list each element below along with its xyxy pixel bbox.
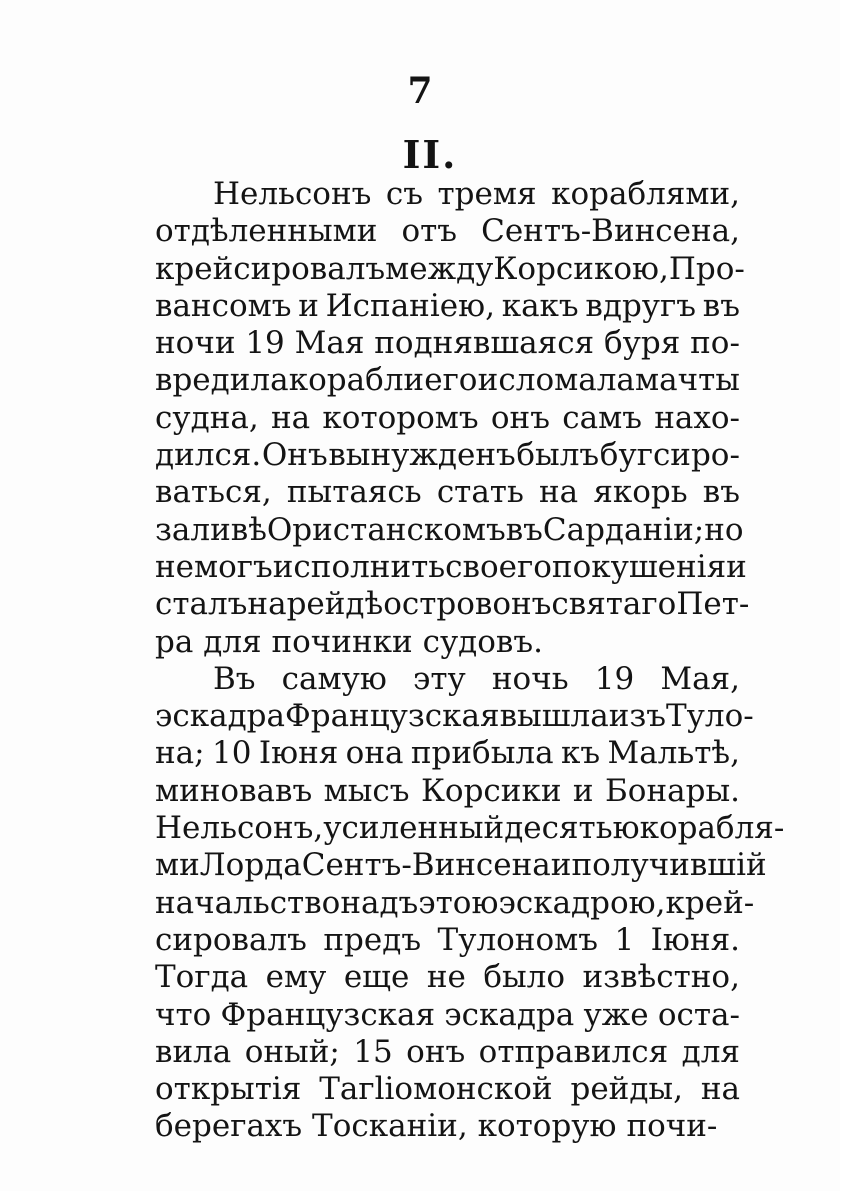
word: нахо- (654, 399, 740, 436)
word: получившiй (571, 847, 767, 884)
word: онъ (490, 399, 550, 436)
word: вынужденъ (328, 437, 516, 474)
word: бугсиро- (599, 437, 740, 474)
word: эскадра (444, 996, 575, 1033)
word: по- (690, 325, 740, 362)
word: Пет- (676, 586, 750, 623)
word: въ (702, 287, 740, 324)
word: поднявшаяся (374, 325, 595, 362)
text-line (155, 884, 755, 922)
word: вредила (155, 362, 289, 399)
word: Ористанскомъ (266, 511, 506, 548)
word: берегахъ (155, 1108, 303, 1145)
word: ночи (155, 325, 236, 362)
word: въ (505, 511, 543, 548)
word: Корсикою, (493, 250, 669, 287)
text-line (155, 511, 744, 549)
text-line (155, 250, 745, 288)
word: что (155, 996, 212, 1033)
text-line (155, 437, 740, 474)
word: корабли (288, 362, 425, 399)
word: изъ (608, 698, 666, 735)
text-line (155, 661, 740, 698)
word: оста- (657, 996, 740, 1033)
word: и (477, 362, 499, 399)
text-line (155, 362, 740, 399)
word: Французская (285, 698, 500, 735)
word: и (572, 772, 594, 809)
word: могъ (194, 548, 273, 585)
word: 10 (211, 735, 252, 772)
text-line (155, 548, 747, 586)
word: на (539, 474, 579, 511)
word: покушенiя (551, 548, 727, 585)
word: буря (603, 325, 681, 362)
word: почи- (626, 1108, 718, 1145)
word: дился. (155, 437, 262, 474)
text-line (155, 1034, 740, 1071)
word: на (247, 586, 287, 623)
word: Мальтѣ, (607, 735, 740, 772)
word: ваться, (155, 474, 272, 511)
word: исполнить (272, 548, 446, 585)
word: открытiя (155, 1071, 302, 1108)
text-line (155, 400, 740, 437)
text-line (155, 288, 740, 325)
word: не (426, 959, 466, 996)
word: оный; (244, 1033, 340, 1070)
word: крейсировалъ (155, 250, 386, 287)
word: 19 (594, 660, 635, 697)
text-line (155, 474, 740, 511)
word: Сентъ-Винсена (301, 847, 551, 884)
word: ночь (491, 660, 569, 697)
text-line (155, 1071, 740, 1108)
word: Французская (220, 996, 436, 1033)
word: вдругъ (585, 287, 697, 324)
word: десятью (504, 810, 640, 847)
word: тремя (437, 176, 537, 212)
word: ра (155, 623, 194, 660)
word: ему (265, 959, 327, 996)
word: Сарданiи; (542, 511, 705, 548)
word: Iюня (258, 735, 339, 772)
word: островонъ (383, 586, 552, 623)
text-line (155, 810, 785, 847)
word: Лорда (199, 847, 302, 884)
word: самъ (562, 399, 642, 436)
word: Мая, (660, 660, 740, 697)
word: заливѣ (155, 511, 267, 548)
word: эскадрою, (498, 884, 666, 921)
word: самую (281, 660, 387, 697)
word: которую (477, 1108, 617, 1145)
word: крей- (665, 884, 755, 921)
text-line (155, 325, 740, 362)
body-text (155, 176, 785, 1146)
text-line (155, 735, 740, 772)
word: Мая (294, 325, 365, 362)
word: Туло- (666, 698, 754, 735)
word: стать (436, 474, 524, 511)
text-line (155, 213, 740, 250)
chapter-heading: II. (402, 132, 458, 177)
word: отъ (401, 213, 458, 250)
text-line (155, 698, 754, 735)
text-line (155, 1108, 740, 1145)
word: рейды, (570, 1071, 683, 1108)
word: еще (343, 959, 410, 996)
text-line (155, 773, 740, 810)
word: она (345, 735, 404, 772)
word: прибыла (410, 735, 554, 772)
word: Тулономъ (437, 921, 598, 958)
word: пытаясь (286, 474, 422, 511)
word: на (270, 399, 311, 436)
word: его (424, 362, 478, 399)
word: начальство (155, 884, 341, 921)
word: Сентъ-Винсена, (481, 213, 740, 250)
text-line (155, 847, 767, 884)
word: извѣстно, (582, 959, 740, 996)
word: усиленный (323, 810, 505, 847)
word: Бонары. (605, 772, 740, 809)
page-number: 7 (407, 70, 433, 112)
word: 19 (245, 325, 285, 362)
word: 1 (614, 921, 635, 958)
word: Тосканiи, (312, 1108, 468, 1145)
word: какъ (501, 287, 579, 324)
word: между (385, 250, 494, 287)
word: отправился (478, 1033, 669, 1070)
word: вышла (499, 698, 609, 735)
word: былъ (516, 437, 600, 474)
word: Испанiею, (325, 287, 495, 324)
word: сломала (498, 362, 635, 399)
word: Онъ (261, 437, 328, 474)
word: но (704, 511, 744, 548)
word: было (483, 959, 566, 996)
word: Тагliомонской (319, 1071, 553, 1108)
word: и (298, 287, 319, 324)
word: уже (583, 996, 649, 1033)
word: съ (385, 176, 423, 212)
word: къ (560, 735, 601, 772)
word: на (700, 1071, 740, 1108)
word: эскадра (155, 698, 285, 735)
word: 15 (353, 1033, 393, 1070)
word: якорь (593, 474, 688, 511)
word: на; (155, 735, 205, 772)
word: для (203, 623, 262, 660)
word: этою (418, 884, 499, 921)
text-line (155, 624, 740, 661)
text-line (155, 586, 750, 623)
word: вила (155, 1033, 232, 1070)
word: не (155, 548, 195, 585)
text-line (155, 997, 740, 1034)
word: своего (445, 548, 552, 585)
word: для (681, 1033, 740, 1070)
text-line (155, 959, 740, 996)
word: вансомъ (155, 287, 292, 324)
word: рейдѣ (286, 586, 384, 623)
word: и (550, 847, 572, 884)
word: въ (702, 474, 740, 511)
word: надъ (340, 884, 419, 921)
word: миновавъ (155, 772, 313, 809)
text-line (155, 176, 740, 213)
word: корабля- (639, 810, 785, 847)
word: ми (155, 847, 200, 884)
word: кораблями, (551, 176, 740, 212)
text-line (155, 922, 740, 959)
word: святаго (551, 586, 677, 623)
word: сировалъ (155, 921, 307, 958)
word: онъ (406, 1033, 466, 1070)
word: эту (412, 660, 466, 697)
word: судна, (155, 399, 259, 436)
word: отдѣленными (155, 213, 378, 250)
word: Iюня. (650, 921, 740, 958)
word: предъ (323, 921, 422, 958)
word: Корсики (420, 772, 562, 809)
word: сталъ (155, 586, 248, 623)
word: мысъ (323, 772, 410, 809)
word: судовъ. (422, 623, 543, 660)
word: мачты (635, 362, 740, 399)
word: и (726, 548, 747, 585)
word: Тогда (155, 959, 249, 996)
word: Нельсонъ, (155, 810, 324, 847)
word: починки (271, 623, 413, 660)
word: которомъ (322, 399, 479, 436)
word: Про- (668, 250, 745, 287)
word: Нельсонъ (213, 176, 372, 212)
word: Въ (213, 660, 256, 697)
